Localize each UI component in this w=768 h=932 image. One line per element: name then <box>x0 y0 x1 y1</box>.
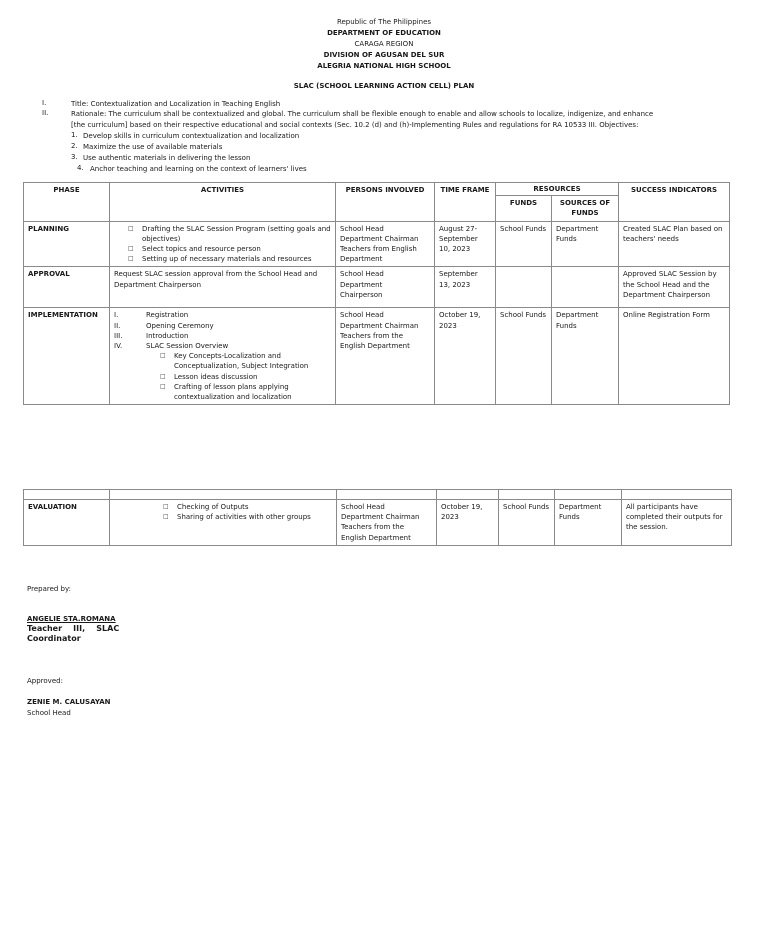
list-item: □ Lesson ideas discussion <box>160 372 258 381</box>
list-item: IV. SLAC Session Overview <box>114 342 229 351</box>
preparer-title-cont: Coordinator <box>27 634 81 643</box>
evaluation-time: October 19, 2023 <box>437 500 499 546</box>
col-header-phase: PHASE <box>24 183 110 222</box>
header-division: DIVISION OF AGUSAN DEL SUR <box>323 51 445 59</box>
blank-row <box>24 490 732 500</box>
checkbox-bullet-icon: □ <box>160 352 166 360</box>
planning-sources: Department Funds <box>552 221 619 267</box>
col-header-resources: RESOURCES <box>496 183 619 196</box>
plan-title: SLAC (SCHOOL LEARNING ACTION CELL) PLAN <box>293 82 475 90</box>
table-row-approval <box>24 267 730 308</box>
section-rationale-line-1: Rationale: The curriculum shall be contextualized and global. The curriculum shall be flexible enough to enable and allow schools to localize, indigenize, and enhance <box>71 110 654 118</box>
approval-sources <box>552 267 619 308</box>
evaluation-sources: Department Funds <box>555 500 622 546</box>
objective-number: 3. <box>71 153 78 161</box>
phase-approval: APPROVAL <box>24 267 110 308</box>
section-title: Title: Contextualization and Localization in Teaching English <box>71 100 281 108</box>
evaluation-funds: School Funds <box>499 500 555 546</box>
evaluation-success: All participants have completed their outputs for the session. <box>622 500 732 546</box>
approver-title: School Head <box>27 709 71 717</box>
implementation-sources: Department Funds <box>552 308 619 405</box>
checkbox-bullet-icon: □ <box>163 513 169 521</box>
col-header-sources: SOURCES OF FUNDS <box>552 196 619 221</box>
list-item: II. Opening Ceremony <box>114 321 214 330</box>
list-item: □ Sharing of activities with other groups <box>163 513 311 522</box>
checkbox-bullet-icon: □ <box>128 224 134 232</box>
preparer-title: Teacher III, SLAC <box>27 624 120 633</box>
col-header-funds: FUNDS <box>496 196 552 221</box>
list-item: □ Crafting of lesson plans applying contextualization and localization <box>160 382 292 402</box>
implementation-funds: School Funds <box>496 308 552 405</box>
col-header-time: TIME FRAME <box>435 183 496 222</box>
approver-name: ZENIE M. CALUSAYAN <box>27 698 111 706</box>
objective-item: Develop skills in curriculum contextualization and localization <box>83 132 300 140</box>
objective-item: Anchor teaching and learning on the context of learners' lives <box>90 165 307 173</box>
list-item: □ Key Concepts-Localization and Conceptualization, Subject Integration <box>160 352 309 371</box>
header-republic: Republic of The Philippines <box>336 18 432 26</box>
planning-persons: School Head Department Chairman Teachers from English Department <box>336 221 435 267</box>
checkbox-bullet-icon: □ <box>160 382 166 390</box>
objective-item: Maximize the use of available materials <box>83 143 223 151</box>
preparer-name: ANGELIE STA.ROMANA <box>27 615 116 623</box>
phase-evaluation: EVALUATION <box>24 500 110 546</box>
checkbox-bullet-icon: □ <box>128 255 134 263</box>
table-row-evaluation <box>24 500 732 546</box>
list-item: □ Checking of Outputs <box>163 503 249 511</box>
sub-activity-list <box>160 351 331 402</box>
evaluation-persons: School Head Department Chairman Teachers from the English Department <box>337 500 437 546</box>
list-item: □ Select topics and resource person <box>128 245 261 254</box>
planning-time: August 27-September 10, 2023 <box>435 221 496 267</box>
objective-number: 2. <box>71 142 78 150</box>
approval-persons: School Head Department Chairperson <box>336 267 435 308</box>
approval-time: September 13, 2023 <box>435 267 496 308</box>
approval-funds <box>496 267 552 308</box>
list-item: □ Drafting the SLAC Session Program (setting goals and objectives) <box>128 224 331 243</box>
table-row-planning <box>24 221 730 267</box>
approved-label: Approved: <box>27 677 63 685</box>
list-item: III. Introduction <box>114 331 189 340</box>
approval-activity: Request SLAC session approval from the School Head and Department Chairperson <box>110 267 336 308</box>
slac-plan-table-continued <box>23 489 732 546</box>
section-i-number: I. <box>42 99 47 107</box>
col-header-success: SUCCESS INDICATORS <box>619 183 730 222</box>
implementation-activities <box>110 308 336 405</box>
section-ii-number: II. <box>42 109 49 117</box>
planning-funds: School Funds <box>496 221 552 267</box>
table-header-row <box>24 183 730 196</box>
planning-success: Created SLAC Plan based on teachers' needs <box>619 221 730 267</box>
checkbox-bullet-icon: □ <box>160 372 166 380</box>
header-region: CARAGA REGION <box>354 40 414 48</box>
list-item: I. Registration <box>114 311 189 320</box>
implementation-persons: School Head Department Chairman Teachers from the English Department <box>336 308 435 405</box>
planning-activities <box>110 221 336 267</box>
table-row-implementation <box>24 308 730 405</box>
objective-number: 1. <box>71 131 78 139</box>
checkbox-bullet-icon: □ <box>163 503 169 510</box>
objective-number: 4. <box>77 164 84 172</box>
col-header-activities: ACTIVITIES <box>110 183 336 222</box>
implementation-success: Online Registration Form <box>619 308 730 405</box>
implementation-time: October 19, 2023 <box>435 308 496 405</box>
section-rationale-line-2: [the curriculum] based on their respective educational and social contexts (Sec. 10.2 (d) and (h)-Implementing Rules and regulations for RA 10533 III. Objectives: <box>71 121 639 129</box>
phase-implementation: IMPLEMENTATION <box>24 308 110 405</box>
phase-planning: PLANNING <box>24 221 110 267</box>
checkbox-bullet-icon: □ <box>128 245 134 253</box>
list-item: □ Setting up of necessary materials and resources <box>128 255 312 264</box>
slac-plan-table <box>23 182 730 405</box>
col-header-persons: PERSONS INVOLVED <box>336 183 435 222</box>
evaluation-activities <box>110 500 337 546</box>
objective-item: Use authentic materials in delivering the lesson <box>83 154 251 162</box>
prepared-by-label: Prepared by: <box>27 585 71 593</box>
header-school: ALEGRIA NATIONAL HIGH SCHOOL <box>317 62 451 70</box>
header-deped: DEPARTMENT OF EDUCATION <box>327 29 441 37</box>
approval-success: Approved SLAC Session by the School Head and the Department Chairperson <box>619 267 730 308</box>
